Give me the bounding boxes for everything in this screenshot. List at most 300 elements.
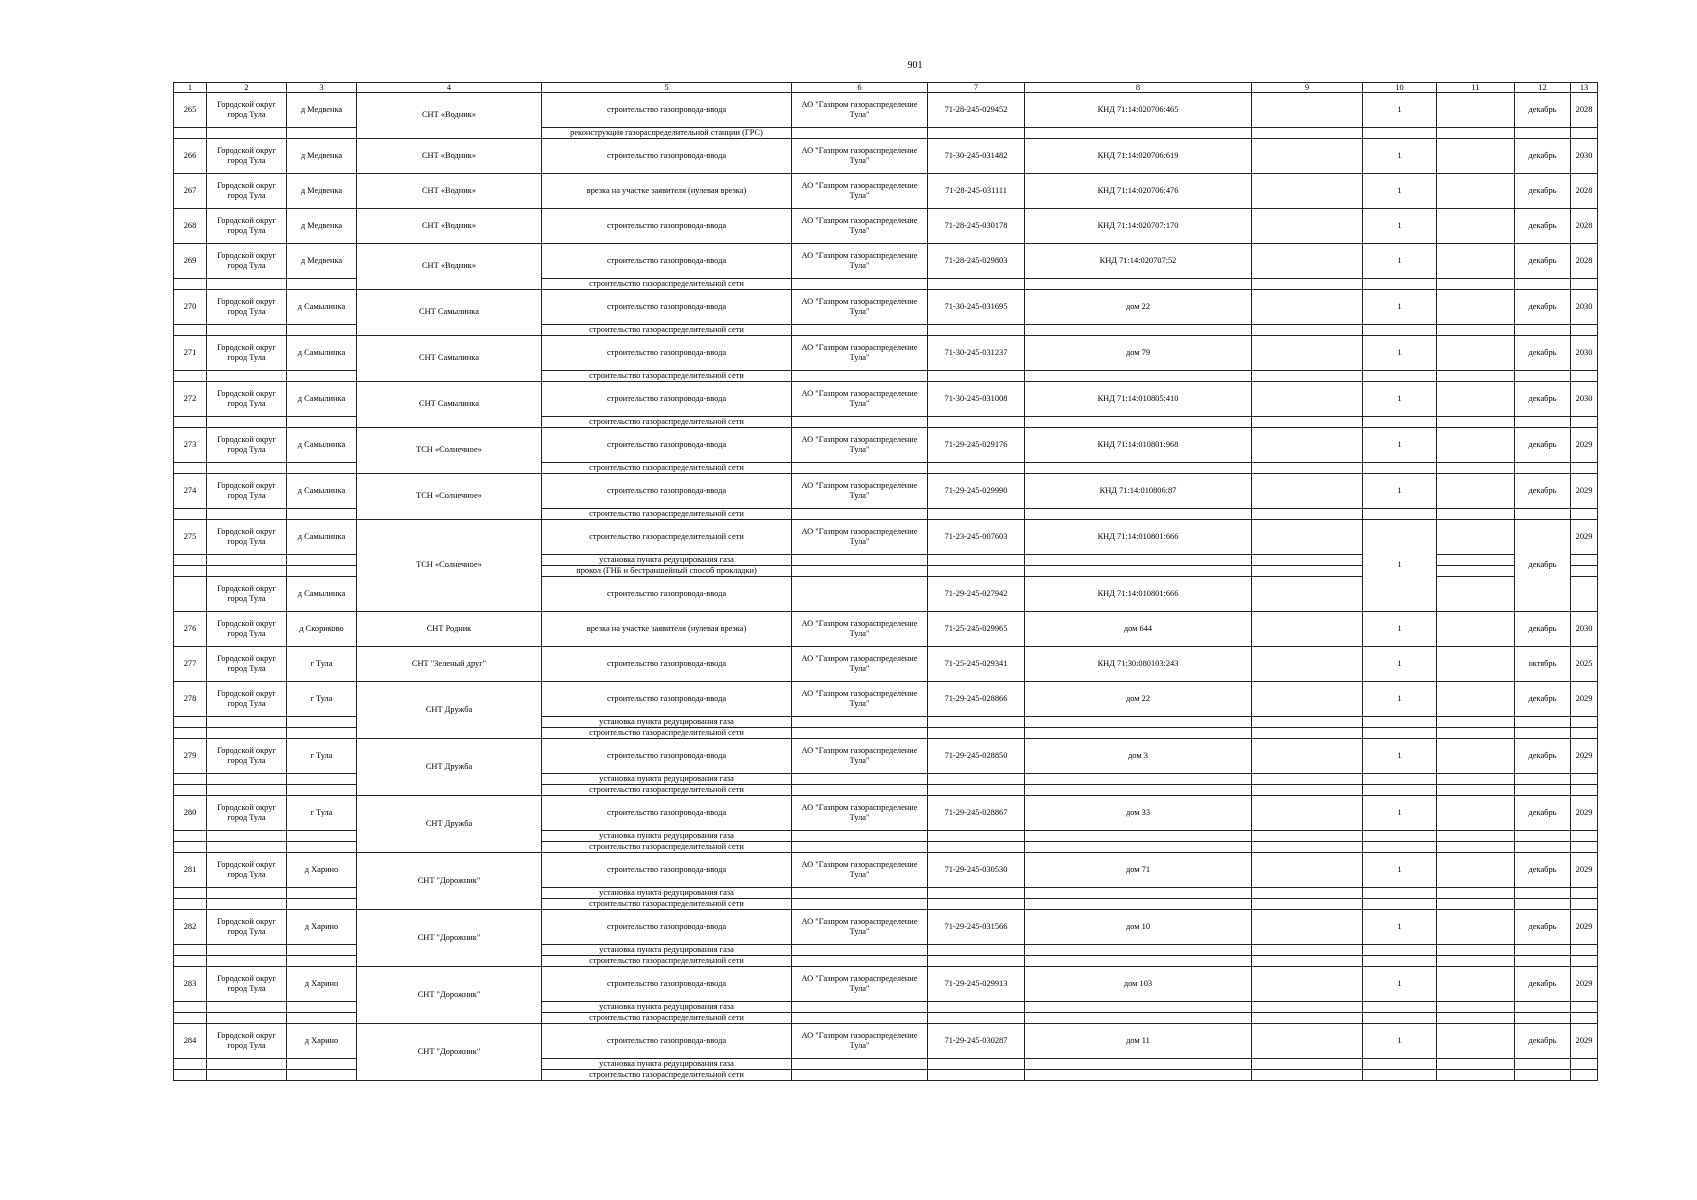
empty-cell [1025,1002,1252,1013]
empty-cell [287,1070,357,1081]
empty-cell [287,325,357,336]
empty-cell [928,831,1025,842]
col10-cell: 1 [1363,647,1437,682]
col11-cell [1437,474,1515,509]
empty-cell [1571,128,1598,139]
row-number: 276 [174,612,207,647]
empty-cell [1252,899,1363,910]
month-cell: декабрь [1515,474,1571,509]
row-number: 277 [174,647,207,682]
empty-cell [287,728,357,739]
col11-cell [1437,967,1515,1002]
empty-cell [1437,1002,1515,1013]
col11-cell [1437,382,1515,417]
work-cell: строительство газопровода-ввода [542,647,792,682]
empty-cell [1515,785,1571,796]
empty-cell [1252,417,1363,428]
col9-cell [1252,474,1363,509]
col9-cell [1252,967,1363,1002]
empty-cell [792,325,928,336]
district-cell: Городской округ город Тула [207,290,287,325]
empty-cell [1437,831,1515,842]
empty-cell [1363,463,1437,474]
empty-cell [928,325,1025,336]
empty-cell [1025,956,1252,967]
empty-cell [1025,728,1252,739]
col10-cell: 1 [1363,682,1437,717]
empty-cell [1252,717,1363,728]
col10-cell: 1 [1363,474,1437,509]
empty-cell [928,463,1025,474]
empty-cell [207,956,287,967]
month-cell: декабрь [1515,520,1571,612]
col11-cell [1437,209,1515,244]
empty-cell [1252,1059,1363,1070]
code-cell: 71-29-245-029176 [928,428,1025,463]
empty-cell [1437,1059,1515,1070]
empty-cell [792,717,928,728]
empty-cell [1252,831,1363,842]
object-cell: ТСН «Солнечное» [357,428,542,474]
empty-cell [1025,555,1252,566]
settlement-cell: д Медвенка [287,93,357,128]
column-header: 4 [357,83,542,93]
column-header: 13 [1571,83,1598,93]
gasification-table [173,82,1597,1081]
district-cell: Городской округ город Тула [207,139,287,174]
empty-cell [174,842,207,853]
object-cell: ТСН «Солнечное» [357,474,542,520]
col11-cell [1437,520,1515,555]
row-number: 280 [174,796,207,831]
subwork-cell: строительство газораспределительной сети [542,728,792,739]
empty-cell [1025,1059,1252,1070]
address-cell: дом 644 [1025,612,1252,647]
empty-cell [1515,463,1571,474]
column-header: 3 [287,83,357,93]
code-cell: 71-28-245-029452 [928,93,1025,128]
col9-cell [1252,139,1363,174]
empty-cell [928,1070,1025,1081]
object-cell: СНТ "Дорожник" [357,910,542,967]
empty-cell [1363,956,1437,967]
empty-cell [1437,509,1515,520]
empty-cell [792,785,928,796]
empty-cell [1252,279,1363,290]
empty-cell [174,509,207,520]
row-number: 275 [174,520,207,555]
table-row [174,739,1598,774]
empty-cell [1252,1070,1363,1081]
empty-cell [792,956,928,967]
col9-cell [1252,428,1363,463]
empty-cell [1025,774,1252,785]
page-number: 901 [907,60,923,71]
empty-cell [1437,717,1515,728]
empty-cell [1437,888,1515,899]
empty-cell [1515,899,1571,910]
column-header: 5 [542,83,792,93]
code-cell: 71-29-245-027942 [928,577,1025,612]
empty-cell [207,717,287,728]
settlement-cell: д Самылинка [287,520,357,555]
address-cell: КНД 71:14:020707:52 [1025,244,1252,279]
object-cell: СНТ "Дорожник" [357,853,542,910]
empty-cell [207,371,287,382]
empty-cell [1363,774,1437,785]
empty-cell [174,555,207,566]
settlement-cell: д Медвенка [287,174,357,209]
district-cell: Городской округ город Тула [207,382,287,417]
empty-cell [1515,325,1571,336]
empty-cell [1252,555,1363,566]
organization-cell: АО "Газпром газораспределение Тула" [792,796,928,831]
empty-cell [287,509,357,520]
settlement-cell: д Самылинка [287,577,357,612]
subwork-cell: строительство газораспределительной сети [542,463,792,474]
subwork-cell: прокол (ГНБ и бестраншейный способ прокладки) [542,566,792,577]
col10-cell: 1 [1363,428,1437,463]
empty-cell [1025,509,1252,520]
col10-cell: 1 [1363,174,1437,209]
empty-cell [928,717,1025,728]
col9-cell [1252,1024,1363,1059]
subwork-cell: строительство газораспределительной сети [542,509,792,520]
empty-cell [174,1013,207,1024]
col11-cell [1437,682,1515,717]
empty-cell [1571,566,1598,577]
empty-cell [1252,728,1363,739]
address-cell: КНД 71:14:020707:170 [1025,209,1252,244]
row-number: 266 [174,139,207,174]
empty-cell [1437,279,1515,290]
empty-cell [1252,774,1363,785]
row-number: 272 [174,382,207,417]
empty-cell [1437,945,1515,956]
empty-cell [1571,371,1598,382]
col9-cell [1252,382,1363,417]
settlement-cell: д Харино [287,910,357,945]
col10-cell: 1 [1363,382,1437,417]
empty-cell [1363,728,1437,739]
district-cell: Городской округ город Тула [207,428,287,463]
empty-cell [1437,463,1515,474]
col9-cell [1252,93,1363,128]
column-header: 2 [207,83,287,93]
subwork-cell: установка пункта редуцирования газа [542,717,792,728]
table-row [174,428,1598,463]
empty-cell [207,774,287,785]
column-header: 6 [792,83,928,93]
column-header: 12 [1515,83,1571,93]
col9-cell [1252,853,1363,888]
empty-cell [1025,371,1252,382]
table-row [174,967,1598,1002]
col9-cell [1252,910,1363,945]
work-cell: строительство газопровода-ввода [542,244,792,279]
object-cell: ТСН «Солнечное» [357,520,542,612]
empty-cell [287,1013,357,1024]
empty-cell [792,463,928,474]
table-row [174,244,1598,279]
object-cell: СНТ «Водник» [357,139,542,174]
object-cell: СНТ «Водник» [357,93,542,139]
year-cell: 2029 [1571,967,1598,1002]
empty-cell [174,956,207,967]
empty-cell [1363,785,1437,796]
district-cell: Городской округ город Тула [207,174,287,209]
table-row [174,520,1598,555]
settlement-cell: д Харино [287,853,357,888]
district-cell: Городской округ город Тула [207,244,287,279]
month-cell: декабрь [1515,244,1571,279]
empty-cell [287,566,357,577]
col9-cell [1252,244,1363,279]
subwork-cell: установка пункта редуцирования газа [542,888,792,899]
year-cell: 2028 [1571,93,1598,128]
empty-cell [1437,128,1515,139]
object-cell: СНТ Дружба [357,796,542,853]
code-cell: 71-29-245-028867 [928,796,1025,831]
code-cell: 71-30-245-031008 [928,382,1025,417]
year-cell: 2028 [1571,174,1598,209]
empty-cell [928,417,1025,428]
district-cell: Городской округ город Тула [207,1024,287,1059]
empty-cell [1571,279,1598,290]
organization-cell: АО "Газпром газораспределение Тула" [792,474,928,509]
code-cell: 71-28-245-030178 [928,209,1025,244]
row-number: 281 [174,853,207,888]
address-cell: дом 10 [1025,910,1252,945]
column-header: 9 [1252,83,1363,93]
col10-cell: 1 [1363,910,1437,945]
empty-cell [1437,899,1515,910]
col11-cell [1437,647,1515,682]
settlement-cell: д Харино [287,967,357,1002]
empty-cell [1571,717,1598,728]
empty-cell [1252,945,1363,956]
empty-cell [287,945,357,956]
work-cell: строительство газораспределительной сети [542,520,792,555]
code-cell: 71-25-245-029965 [928,612,1025,647]
column-header: 11 [1437,83,1515,93]
object-cell: СНТ Самылинка [357,336,542,382]
col10-cell: 1 [1363,1024,1437,1059]
empty-cell [1571,785,1598,796]
empty-cell [287,785,357,796]
address-cell: дом 71 [1025,853,1252,888]
empty-cell [1025,463,1252,474]
address-cell: дом 33 [1025,796,1252,831]
empty-cell [792,1070,928,1081]
row-number: 278 [174,682,207,717]
organization-cell: АО "Газпром газораспределение Тула" [792,967,928,1002]
table-row [174,647,1598,682]
col10-cell: 1 [1363,244,1437,279]
empty-cell [207,509,287,520]
empty-cell [1437,417,1515,428]
object-cell: СНТ «Водник» [357,209,542,244]
col10-cell: 1 [1363,209,1437,244]
empty-cell [1437,1013,1515,1024]
empty-cell [174,463,207,474]
empty-cell [1363,1070,1437,1081]
work-cell: строительство газопровода-ввода [542,796,792,831]
col9-cell [1252,290,1363,325]
address-cell: дом 103 [1025,967,1252,1002]
settlement-cell: д Самылинка [287,474,357,509]
empty-cell [1515,371,1571,382]
row-number: 270 [174,290,207,325]
month-cell: декабрь [1515,174,1571,209]
year-cell: 2030 [1571,382,1598,417]
empty-cell [207,128,287,139]
month-cell: декабрь [1515,139,1571,174]
col9-cell [1252,612,1363,647]
empty-cell [1571,888,1598,899]
month-cell: декабрь [1515,967,1571,1002]
subwork-cell: установка пункта редуцирования газа [542,1002,792,1013]
empty-cell [1252,371,1363,382]
empty-cell [792,128,928,139]
empty-cell [792,279,928,290]
empty-cell [1515,888,1571,899]
col9-cell [1252,647,1363,682]
settlement-cell: д Самылинка [287,290,357,325]
empty-cell [1515,509,1571,520]
col10-cell: 1 [1363,739,1437,774]
subwork-cell: строительство газораспределительной сети [542,785,792,796]
object-cell: СНТ Родник [357,612,542,647]
address-cell: дом 22 [1025,290,1252,325]
subwork-cell: строительство газораспределительной сети [542,899,792,910]
work-cell: строительство газопровода-ввода [542,910,792,945]
settlement-cell: г Тула [287,647,357,682]
code-cell: 71-30-245-031695 [928,290,1025,325]
row-number: 274 [174,474,207,509]
work-cell: врезка на участке заявителя (нулевая врезка) [542,174,792,209]
empty-cell [792,1059,928,1070]
year-cell: 2030 [1571,139,1598,174]
subwork-cell: строительство газораспределительной сети [542,417,792,428]
empty-cell [792,888,928,899]
row-number [174,577,207,612]
address-cell: КНД 71:14:010801:666 [1025,577,1252,612]
empty-cell [928,774,1025,785]
subwork-cell: строительство газораспределительной сети [542,1013,792,1024]
col11-cell [1437,244,1515,279]
organization-cell: АО "Газпром газораспределение Тула" [792,739,928,774]
empty-cell [1515,728,1571,739]
empty-cell [1515,1013,1571,1024]
empty-cell [1025,888,1252,899]
subwork-cell: установка пункта редуцирования газа [542,555,792,566]
object-cell: СНТ «Водник» [357,244,542,290]
empty-cell [1363,1002,1437,1013]
organization-cell: АО "Газпром газораспределение Тула" [792,428,928,463]
work-cell: строительство газопровода-ввода [542,93,792,128]
empty-cell [1571,774,1598,785]
organization-cell: АО "Газпром газораспределение Тула" [792,139,928,174]
empty-cell [928,1002,1025,1013]
col9-cell [1252,174,1363,209]
empty-cell [1437,566,1515,577]
empty-cell [1252,956,1363,967]
settlement-cell: д Самылинка [287,382,357,417]
header-row [174,83,1598,93]
table-row [174,139,1598,174]
empty-cell [792,417,928,428]
empty-cell [1571,956,1598,967]
empty-cell [287,463,357,474]
empty-cell [1437,371,1515,382]
work-cell: строительство газопровода-ввода [542,139,792,174]
row-number: 267 [174,174,207,209]
settlement-cell: д Скориково [287,612,357,647]
address-cell: дом 79 [1025,336,1252,371]
table-row [174,1024,1598,1059]
code-cell: 71-29-245-031566 [928,910,1025,945]
empty-cell [1515,774,1571,785]
empty-cell [1571,417,1598,428]
subwork-cell: установка пункта редуцирования газа [542,774,792,785]
empty-cell [1252,509,1363,520]
empty-cell [1363,325,1437,336]
empty-cell [928,371,1025,382]
year-cell: 2030 [1571,612,1598,647]
empty-cell [1437,325,1515,336]
code-cell: 71-25-245-029341 [928,647,1025,682]
empty-cell [792,831,928,842]
district-cell: Городской округ город Тула [207,853,287,888]
empty-cell [174,128,207,139]
empty-cell [287,417,357,428]
empty-cell [287,831,357,842]
object-cell: СНТ Дружба [357,739,542,796]
col9-cell [1252,682,1363,717]
empty-cell [1252,325,1363,336]
empty-cell [174,888,207,899]
object-cell: СНТ "Дорожник" [357,967,542,1024]
empty-cell [1437,1070,1515,1081]
organization-cell: АО "Газпром газораспределение Тула" [792,682,928,717]
year-cell: 2029 [1571,428,1598,463]
empty-cell [207,728,287,739]
empty-cell [174,325,207,336]
empty-cell [928,128,1025,139]
empty-cell [174,1070,207,1081]
table-row [174,612,1598,647]
empty-cell [792,945,928,956]
work-cell: строительство газопровода-ввода [542,474,792,509]
col11-cell [1437,428,1515,463]
empty-cell [1571,728,1598,739]
empty-cell [1571,463,1598,474]
district-cell: Городской округ город Тула [207,612,287,647]
empty-cell [928,1013,1025,1024]
empty-cell [1252,128,1363,139]
empty-cell [1252,1013,1363,1024]
empty-cell [1515,956,1571,967]
year-cell: 2029 [1571,1024,1598,1059]
organization-cell: АО "Газпром газораспределение Тула" [792,910,928,945]
empty-cell [1363,128,1437,139]
row-number: 273 [174,428,207,463]
empty-cell [1363,1059,1437,1070]
col10-cell: 1 [1363,612,1437,647]
year-cell: 2029 [1571,910,1598,945]
address-cell: дом 11 [1025,1024,1252,1059]
